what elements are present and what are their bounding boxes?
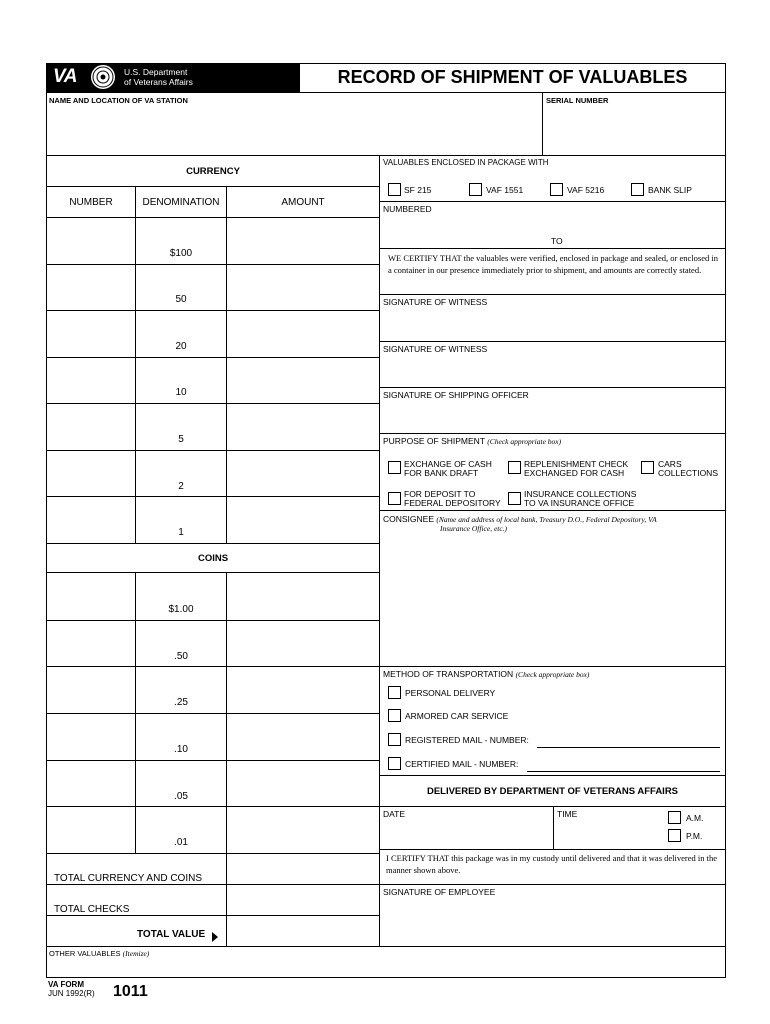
form-date: JUN 1992(R) — [48, 989, 95, 998]
rule — [46, 92, 726, 93]
rule — [46, 713, 380, 714]
consignee-field[interactable] — [381, 536, 724, 664]
rule — [46, 403, 380, 404]
rule — [46, 946, 726, 947]
denomination-10: 10 — [175, 387, 187, 398]
rule — [46, 666, 380, 667]
rule — [46, 915, 380, 916]
va-logo-text: VA — [53, 66, 77, 87]
option-vaf1551: VAF 1551 — [486, 185, 524, 195]
serial-number-field[interactable] — [543, 106, 724, 154]
rule — [46, 217, 380, 218]
coin-25: .25 — [174, 697, 188, 708]
pm-label: P.M. — [686, 831, 703, 841]
rule — [379, 201, 726, 202]
consignee-hint-l1: (Name and address of local bank, Treasury D.O., Federal Depository, VA — [436, 515, 657, 524]
rule — [379, 341, 726, 342]
purpose-deposit-l1: FOR DEPOSIT TO — [404, 489, 476, 499]
time-label: TIME — [557, 809, 578, 819]
total-currency-coins-label: TOTAL CURRENCY AND COINS — [54, 873, 202, 884]
employee-signature-field[interactable] — [381, 898, 724, 944]
total-checks-label: TOTAL CHECKS — [54, 904, 130, 915]
rule — [379, 387, 726, 388]
employee-signature-label: SIGNATURE OF EMPLOYEE — [383, 887, 496, 897]
dept-name-line1: U.S. Department — [124, 67, 188, 77]
checkbox-registered-mail[interactable] — [388, 733, 401, 746]
purpose-deposit-l2: FEDERAL DEPOSITORY — [404, 498, 501, 508]
rule — [46, 543, 380, 544]
transport-certified-mail: CERTIFIED MAIL - NUMBER: — [405, 759, 519, 769]
rule — [379, 510, 726, 511]
transport-label-text: METHOD OF TRANSPORTATION — [383, 669, 514, 679]
col-amount-header: AMOUNT — [281, 197, 325, 208]
checkbox-vaf5216[interactable] — [550, 183, 563, 196]
rule — [379, 433, 726, 434]
rule — [46, 186, 380, 187]
purpose-cars-l1: CARS — [658, 459, 682, 469]
delivered-certify-text: I CERTIFY THAT this package was in my custody until delivered and that it was delivered in the manner shown above. — [386, 853, 718, 875]
col-denomination-header: DENOMINATION — [142, 197, 220, 208]
to-label: TO — [551, 236, 563, 246]
coin-05: .05 — [174, 791, 188, 802]
rule — [46, 620, 380, 621]
rule — [46, 264, 380, 265]
witness1-signature-field[interactable] — [381, 308, 724, 340]
witness1-label: SIGNATURE OF WITNESS — [383, 297, 488, 307]
rule — [46, 450, 380, 451]
va-seal-icon — [90, 64, 116, 90]
denomination-50: 50 — [175, 294, 187, 305]
rule — [379, 775, 726, 776]
checkbox-personal-delivery[interactable] — [388, 686, 401, 699]
am-label: A.M. — [686, 813, 704, 823]
transport-hint: (Check appropriate box) — [515, 670, 590, 679]
transport-label — [383, 669, 589, 679]
rule — [46, 310, 380, 311]
rule — [46, 977, 726, 978]
rule — [379, 155, 380, 946]
rule — [46, 806, 380, 807]
checkbox-pm[interactable] — [668, 829, 681, 842]
coins-heading: COINS — [197, 553, 229, 564]
certify-text: WE CERTIFY THAT the valuables were verified, enclosed in package and sealed, or enclosed in a container in our presence immediately prior to shipment, and amounts are correctly stated. — [388, 253, 718, 275]
form-title: RECORD OF SHIPMENT OF VALUABLES — [337, 67, 688, 87]
rule — [46, 884, 380, 885]
delivered-heading: DELIVERED BY DEPARTMENT OF VETERANS AFFAIRS — [426, 786, 679, 797]
checkbox-am[interactable] — [668, 811, 681, 824]
checkbox-armored-car[interactable] — [388, 709, 401, 722]
date-label: DATE — [383, 809, 406, 819]
checkbox-bank-slip[interactable] — [631, 183, 644, 196]
shipping-officer-signature-field[interactable] — [381, 401, 724, 432]
rule — [46, 853, 380, 854]
rule — [226, 853, 227, 946]
currency-heading: CURRENCY — [186, 166, 240, 177]
consignee-label — [383, 514, 657, 524]
rule — [379, 884, 726, 885]
station-name-field[interactable] — [47, 106, 541, 154]
enclosed-label: VALUABLES ENCLOSED IN PACKAGE WITH — [383, 158, 549, 167]
rule — [46, 155, 726, 156]
purpose-exchange-cash-l2: FOR BANK DRAFT — [404, 468, 479, 478]
rule — [379, 248, 726, 249]
rule — [46, 496, 380, 497]
col-number-header: NUMBER — [69, 197, 113, 208]
station-name-label: NAME AND LOCATION OF VA STATION — [49, 96, 188, 105]
certified-number-field[interactable] — [527, 771, 720, 772]
purpose-insurance-l2: TO VA INSURANCE OFFICE — [524, 498, 635, 508]
rule — [379, 666, 726, 667]
rule — [46, 760, 380, 761]
purpose-replenishment-l1: REPLENISHMENT CHECK — [524, 459, 629, 469]
rule — [300, 63, 726, 64]
denomination-1: 1 — [178, 527, 184, 538]
denomination-2: 2 — [178, 481, 184, 492]
checkbox-cars-collections[interactable] — [641, 461, 654, 474]
va-form-label: VA FORM — [48, 980, 84, 989]
dept-name-line2: of Veterans Affairs — [124, 77, 193, 87]
purpose-insurance-l1: INSURANCE COLLECTIONS — [524, 489, 637, 499]
rule — [226, 186, 227, 543]
witness2-label: SIGNATURE OF WITNESS — [383, 344, 488, 354]
purpose-label — [383, 436, 561, 446]
purpose-hint: (Check appropriate box) — [487, 437, 562, 446]
consignee-label-text: CONSIGNEE — [383, 514, 435, 524]
checkbox-vaf1551[interactable] — [469, 183, 482, 196]
checkbox-deposit-federal[interactable] — [388, 492, 401, 505]
checkbox-certified-mail[interactable] — [388, 757, 401, 770]
coin-1-00: $1.00 — [168, 604, 194, 615]
date-field[interactable] — [381, 820, 551, 848]
consignee-hint-l2: Insurance Office, etc.) — [440, 524, 508, 533]
rule — [379, 849, 726, 850]
witness2-signature-field[interactable] — [381, 355, 724, 386]
shipping-officer-label: SIGNATURE OF SHIPPING OFFICER — [383, 390, 529, 400]
purpose-cars-l2: COLLECTIONS — [658, 468, 718, 478]
transport-armored-car: ARMORED CAR SERVICE — [405, 711, 509, 721]
checkbox-insurance-collections[interactable] — [508, 492, 521, 505]
denomination-100: $100 — [169, 248, 193, 259]
coin-10: .10 — [174, 744, 188, 755]
numbered-label: NUMBERED — [383, 204, 432, 214]
option-bank-slip: BANK SLIP — [648, 185, 692, 195]
checkbox-sf215[interactable] — [388, 183, 401, 196]
purpose-label-text: PURPOSE OF SHIPMENT — [383, 436, 485, 446]
coin-01: .01 — [174, 837, 188, 848]
other-valuables-label — [49, 949, 149, 958]
checkbox-exchange-cash[interactable] — [388, 461, 401, 474]
arrow-right-icon — [212, 929, 218, 939]
option-sf215: SF 215 — [404, 185, 432, 195]
denomination-5: 5 — [178, 434, 184, 445]
rule — [379, 294, 726, 295]
transport-registered-mail: REGISTERED MAIL - NUMBER: — [405, 735, 529, 745]
registered-number-field[interactable] — [537, 747, 720, 748]
coin-50: .50 — [174, 651, 188, 662]
other-valuables-text: OTHER VALUABLES — [49, 949, 121, 958]
checkbox-replenishment[interactable] — [508, 461, 521, 474]
denomination-20: 20 — [175, 341, 187, 352]
purpose-replenishment-l2: EXCHANGED FOR CASH — [524, 468, 625, 478]
transport-personal-delivery: PERSONAL DELIVERY — [405, 688, 496, 698]
rule — [46, 572, 380, 573]
rule — [46, 357, 380, 358]
rule — [553, 806, 554, 849]
itemize-hint: (Itemize) — [122, 949, 150, 958]
form-number: 1011 — [113, 983, 148, 1000]
option-vaf5216: VAF 5216 — [567, 185, 605, 195]
serial-number-label: SERIAL NUMBER — [546, 96, 609, 105]
purpose-exchange-cash-l1: EXCHANGE OF CASH — [404, 459, 492, 469]
total-value-label: TOTAL VALUE — [137, 929, 206, 940]
